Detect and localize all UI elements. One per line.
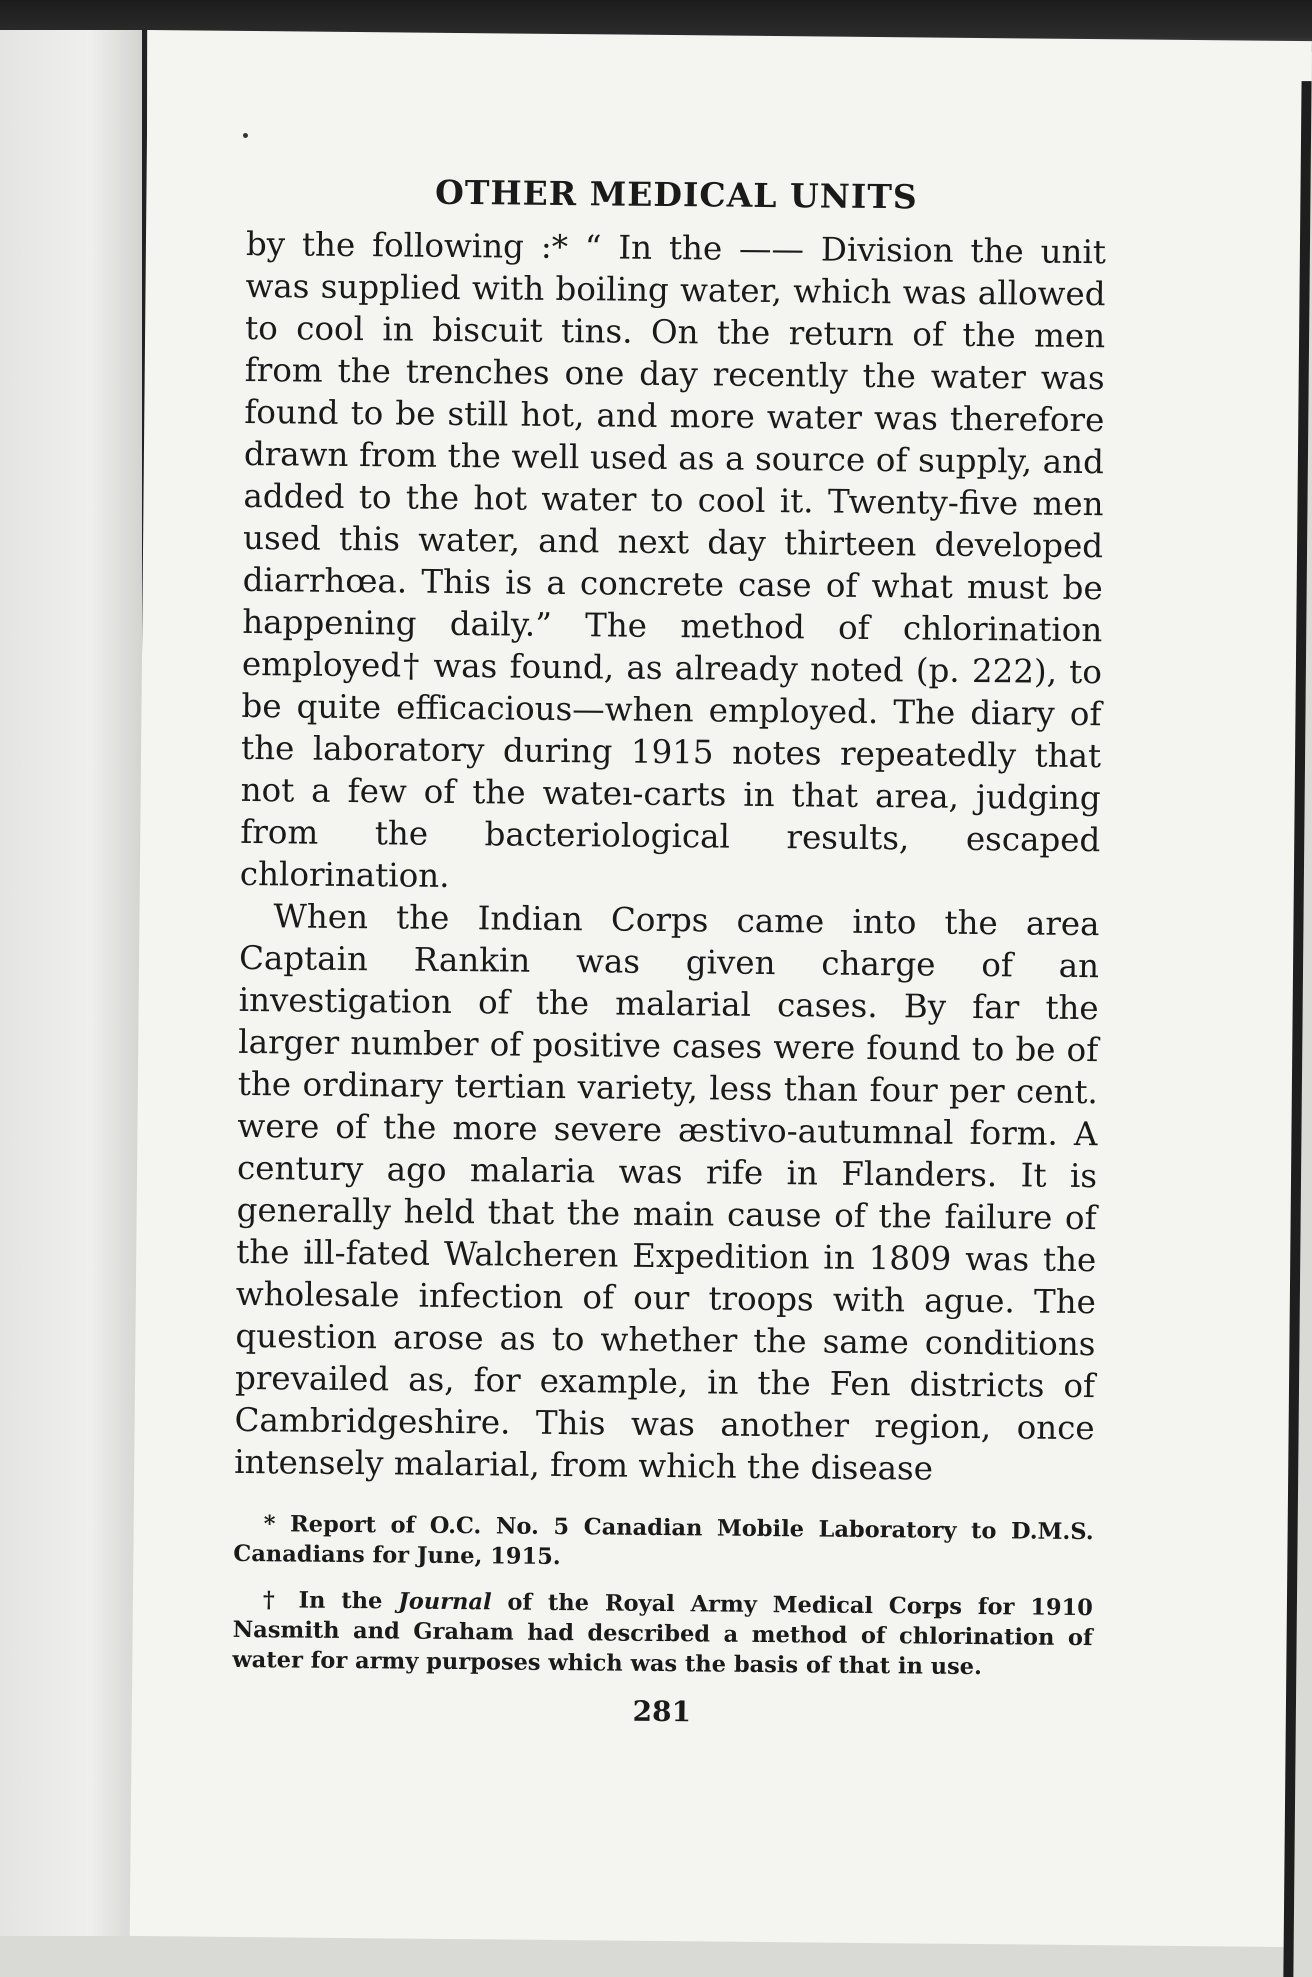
footnote-2 [232, 1584, 1093, 1682]
book-page [130, 30, 1312, 1947]
body-text [234, 223, 1106, 1491]
left-gutter [0, 30, 150, 1936]
dust-speck [243, 133, 248, 138]
paragraph-1: by the following :* “ In the —— Division the unit was supplied with boiling water, which was allowed to cool in biscuit tins. On the return of the men from the trenches one day recently the water was found to be still hot, and more water was therefore drawn from the well used as a source of supply, and added to the hot water to cool it. Twenty-five men used this water, and next day thirteen developed diarrhœa. This is a concrete case of what must be happening daily.” The method of chlorination employed† was found, as already noted (p. 222), to be quite efficacious—when employed. The diary of the laboratory during 1915 notes repeatedly that not a few of the wateı-carts in that area, judging from the bacteriological results, escaped chlorination. [239, 224, 1107, 895]
footnote-2-prefix: † In the [262, 1586, 399, 1615]
footnote-2-journal: Journal [398, 1588, 492, 1615]
footnote-2-suffix: of the Royal Army Medical Corps for 1910 Nasmith and Graham had described a method of chlorination of water for army purposes which was the basis of that in use. [232, 1588, 1094, 1680]
footnotes [232, 1508, 1094, 1682]
footnote-1: * Report of O.C. No. 5 Canadian Mobile Laboratory to D.M.S. Canadians for June, 1915. [233, 1510, 1094, 1570]
paragraph-2: When the Indian Corps came into the area Captain Rankin was given charge of an investigation of the malarial cases. By far the larger number of positive cases were found to be of the ordinary tertian variety, less than four per cent. were of the more severe æstivo-autumnal form. A century ago malaria was rife in Flanders. It is generally held that the main cause of the failure of the ill-fated Walcheren Expedition in 1809 was the wholesale infection of our troops with ague. The question arose as to whether the same conditions prevailed as, for example, in the Fen districts of Cambridgeshire. This was another region, once intensely malarial, from which the disease [234, 896, 1100, 1488]
running-head: OTHER MEDICAL UNITS [434, 172, 918, 217]
page-content [232, 171, 1107, 1732]
page-right-edge [1283, 81, 1311, 1977]
page-number: 281 [632, 1694, 692, 1728]
